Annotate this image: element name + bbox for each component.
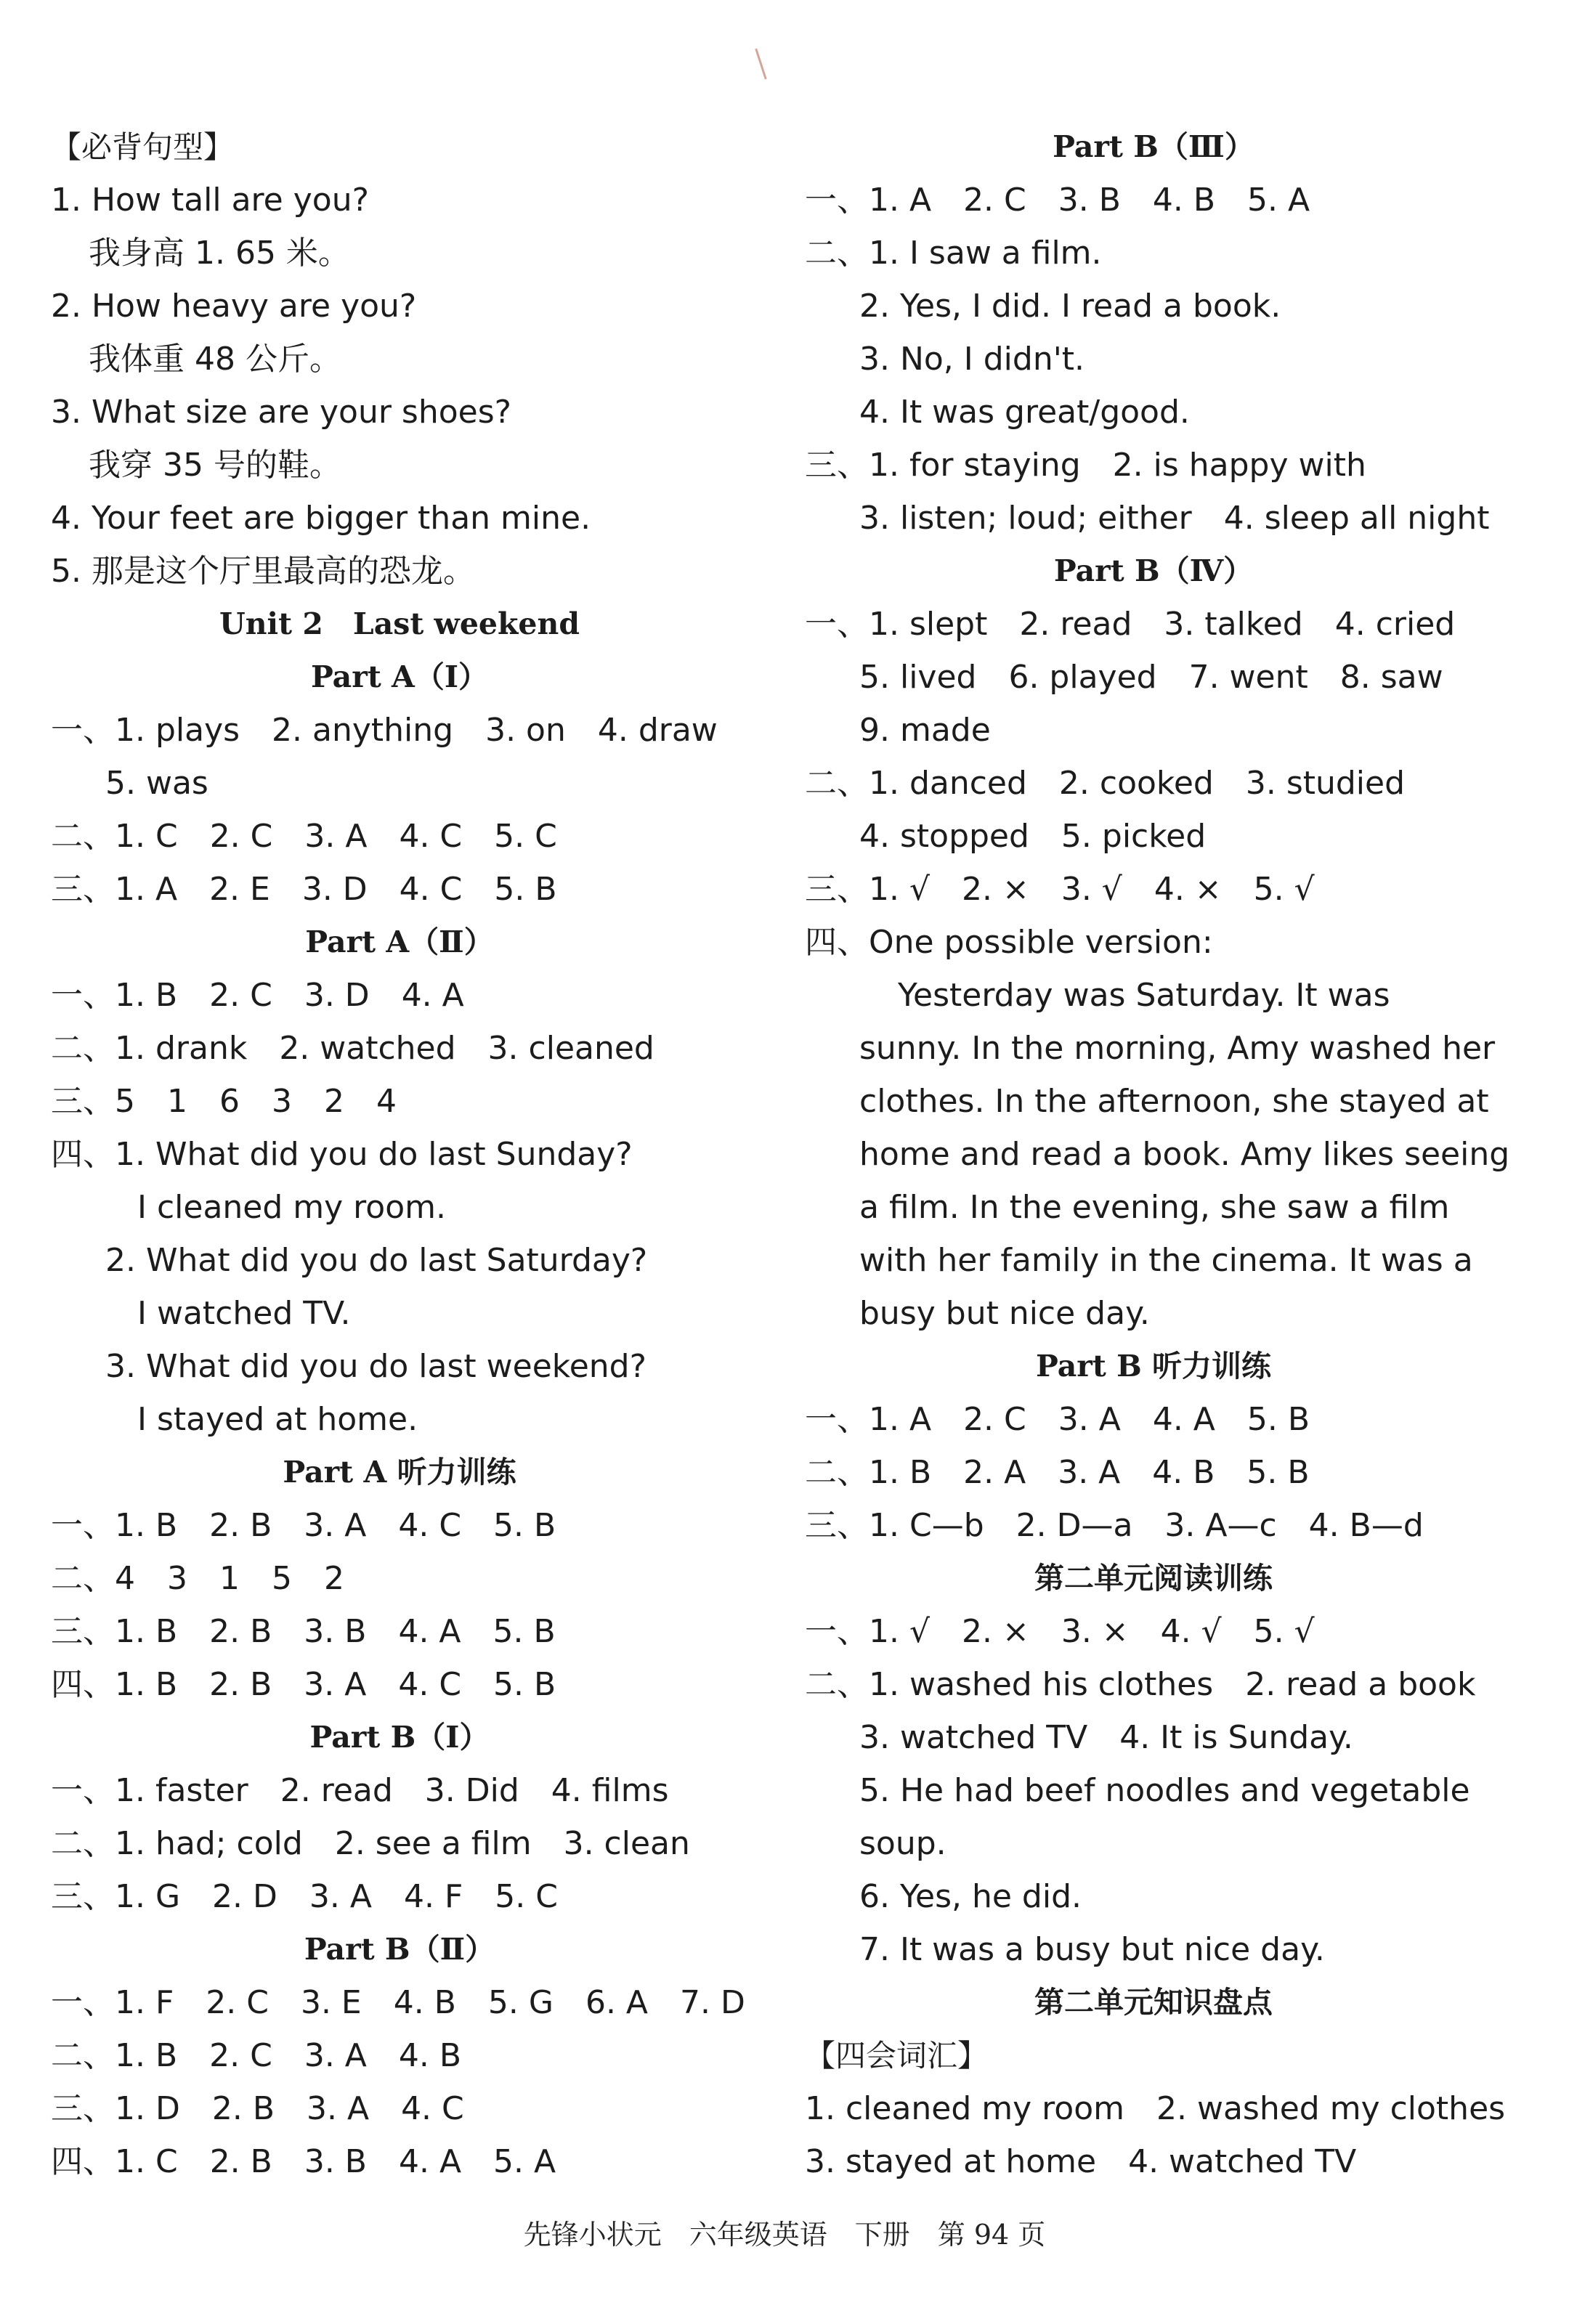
unit-title: Unit 2 Last weekend	[219, 606, 580, 641]
section-heading: Part A 听力训练	[283, 1455, 516, 1490]
answer-line: 一、1. F 2. C 3. E 4. B 5. G 6. A 7. D	[51, 1984, 745, 2021]
answer-line: 7. It was a busy but nice day.	[859, 1931, 1325, 1968]
answer-line: 2. What did you do last Saturday?	[105, 1242, 648, 1279]
answer-line: 3. listen; loud; either 4. sleep all night	[859, 500, 1490, 537]
answer-line: 一、1. A 2. C 3. B 4. B 5. A	[805, 182, 1310, 219]
answer-line: 二、1. danced 2. cooked 3. studied	[805, 765, 1406, 802]
section-heading: Part B（Ⅰ）	[309, 1720, 490, 1755]
section-heading: Part A（Ⅰ）	[310, 659, 489, 694]
answer-line: 一、1. slept 2. read 3. talked 4. cried	[805, 606, 1456, 643]
text-line: 2. How heavy are you?	[51, 288, 417, 325]
answer-line: 三、1. C—b 2. D—a 3. A—c 4. B—d	[805, 1507, 1424, 1544]
answer-line: 三、1. G 2. D 3. A 4. F 5. C	[51, 1878, 558, 1915]
answer-line: I stayed at home.	[137, 1401, 418, 1438]
text-line: 3. What size are your shoes?	[51, 394, 512, 431]
answer-line: 一、1. B 2. B 3. A 4. C 5. B	[51, 1507, 556, 1544]
answer-line: 5. was	[105, 765, 208, 802]
essay-line: home and read a book. Amy likes seeing	[859, 1136, 1510, 1173]
answer-line: 一、1. √ 2. × 3. × 4. √ 5. √	[805, 1613, 1315, 1650]
answer-line: I watched TV.	[137, 1295, 351, 1332]
answer-line: 三、1. √ 2. × 3. √ 4. × 5. √	[805, 871, 1315, 908]
answer-line: 二、1. B 2. C 3. A 4. B	[51, 2037, 462, 2074]
answer-line: 3. watched TV 4. It is Sunday.	[859, 1719, 1353, 1756]
answer-line: 二、1. had; cold 2. see a film 3. clean	[51, 1825, 690, 1862]
essay-line: clothes. In the afternoon, she stayed at	[859, 1083, 1489, 1120]
section-heading: Part B（Ⅳ）	[1053, 553, 1254, 588]
text-line: 我穿 35 号的鞋。	[89, 447, 341, 484]
text-line: 我身高 1. 65 米。	[89, 235, 350, 272]
answer-line: 三、1. A 2. E 3. D 4. C 5. B	[51, 871, 557, 908]
text-line: 1. How tall are you?	[51, 182, 369, 219]
text-line: 我体重 48 公斤。	[89, 341, 341, 378]
text-line: 5. 那是这个厅里最高的恐龙。	[51, 553, 475, 590]
answer-line: 二、1. drank 2. watched 3. cleaned	[51, 1030, 654, 1067]
section-heading: 第二单元知识盘点	[1034, 1985, 1273, 2020]
answer-line: I cleaned my room.	[137, 1189, 446, 1226]
section-heading: Part A（Ⅱ）	[305, 925, 494, 959]
answer-line: 9. made	[859, 712, 991, 749]
essay-line: with her family in the cinema. It was a	[859, 1242, 1473, 1279]
answer-line: 一、1. plays 2. anything 3. on 4. draw	[51, 712, 718, 749]
answer-line: 三、1. for staying 2. is happy with	[805, 447, 1366, 484]
section-heading: Part B（Ⅲ）	[1053, 129, 1254, 164]
answer-line: 四、1. What did you do last Sunday?	[51, 1136, 633, 1173]
section-heading: Part B（Ⅱ）	[304, 1932, 495, 1967]
section-heading: Part B 听力训练	[1035, 1349, 1272, 1384]
answer-line: 二、1. I saw a film.	[805, 235, 1102, 272]
answer-line: 5. He had beef noodles and vegetable	[859, 1772, 1470, 1809]
text-line: 1. cleaned my room 2. washed my clothes	[805, 2090, 1506, 2127]
answer-line: 三、1. D 2. B 3. A 4. C	[51, 2090, 464, 2127]
essay-line: Yesterday was Saturday. It was	[898, 977, 1390, 1014]
answer-line: 三、5 1 6 3 2 4	[51, 1083, 397, 1120]
answer-line: 三、1. B 2. B 3. B 4. A 5. B	[51, 1613, 556, 1650]
answer-line: 3. What did you do last weekend?	[105, 1348, 646, 1385]
answer-line: 一、1. A 2. C 3. A 4. A 5. B	[805, 1401, 1310, 1438]
answer-line: 二、1. B 2. A 3. A 4. B 5. B	[805, 1454, 1310, 1491]
answer-line: 4. It was great/good.	[859, 394, 1190, 431]
pen-mark	[755, 49, 766, 80]
answer-line: 四、1. B 2. B 3. A 4. C 5. B	[51, 1666, 556, 1703]
answer-line: 四、1. C 2. B 3. B 4. A 5. A	[51, 2143, 556, 2180]
answer-line: soup.	[859, 1825, 946, 1862]
right-column	[805, 121, 1510, 2188]
answer-line: 二、1. washed his clothes 2. read a book	[805, 1666, 1476, 1703]
essay-line: a film. In the evening, she saw a film	[859, 1189, 1450, 1226]
answer-line: 一、1. B 2. C 3. D 4. A	[51, 977, 464, 1014]
answer-line: 一、1. faster 2. read 3. Did 4. films	[51, 1772, 669, 1809]
answer-line: 二、4 3 1 5 2	[51, 1560, 344, 1597]
heading-vocabulary: 【四会词汇】	[805, 2038, 989, 2073]
answer-line: 二、1. C 2. C 3. A 4. C 5. C	[51, 818, 557, 855]
page-footer: 先锋小状元 六年级英语 下册 第 94 页	[523, 2219, 1046, 2251]
answer-line: 2. Yes, I did. I read a book.	[859, 288, 1281, 325]
answer-line: 3. No, I didn't.	[859, 341, 1085, 378]
text-line: 4. Your feet are bigger than mine.	[51, 500, 591, 537]
section-heading: 第二单元阅读训练	[1034, 1561, 1273, 1596]
essay-line: sunny. In the morning, Amy washed her	[859, 1030, 1496, 1067]
answer-line: 4. stopped 5. picked	[859, 818, 1207, 855]
left-column	[51, 121, 748, 2188]
answer-line: 四、One possible version:	[805, 924, 1213, 961]
heading-key-sentences: 【必背句型】	[51, 129, 235, 165]
text-line: 3. stayed at home 4. watched TV	[805, 2143, 1357, 2180]
essay-line: busy but nice day.	[859, 1295, 1150, 1332]
answer-line: 5. lived 6. played 7. went 8. saw	[859, 659, 1443, 696]
answer-line: 6. Yes, he did.	[859, 1878, 1082, 1915]
